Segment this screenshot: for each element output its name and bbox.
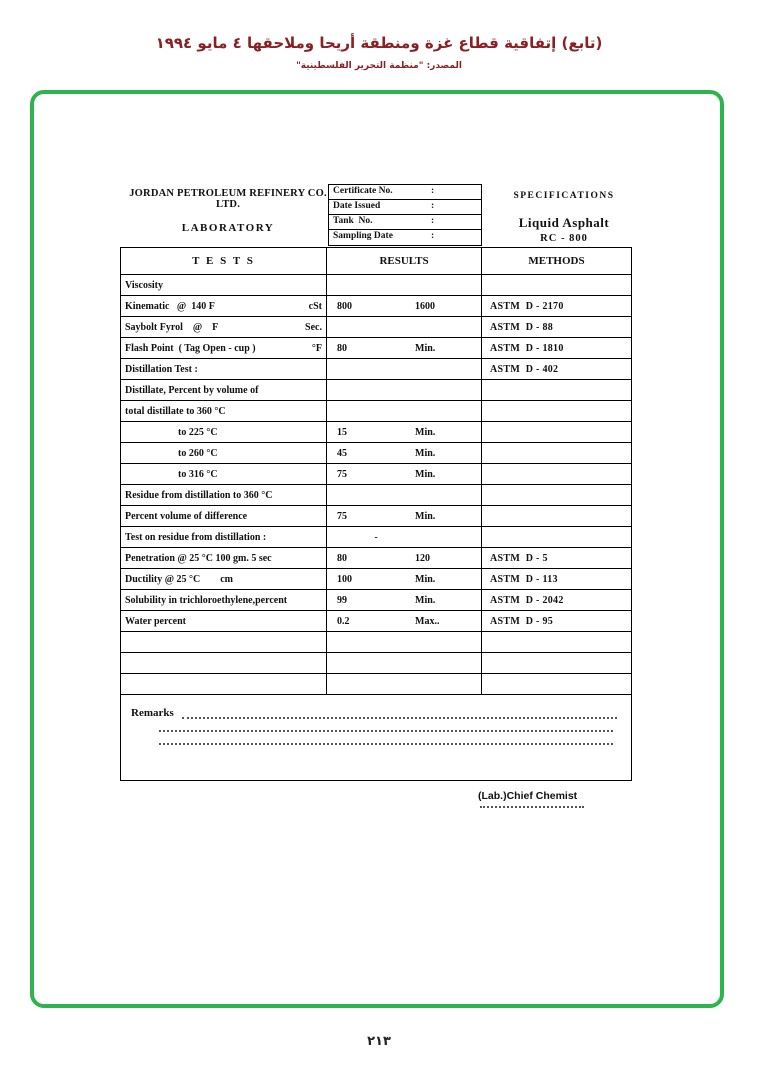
method-cell <box>481 652 631 673</box>
test-name-cell: Distillate, Percent by volume of <box>121 379 326 400</box>
method-cell <box>481 484 631 505</box>
test-name-cell <box>121 631 326 652</box>
method-cell: ASTM D - 2042 <box>481 589 631 610</box>
result-cell: 99 Min. <box>326 589 481 610</box>
table-row <box>121 295 631 316</box>
field-colon: : <box>431 216 435 226</box>
remarks-label: Remarks <box>131 707 174 719</box>
tank-no-field <box>329 215 481 230</box>
result-cell: 75 Min. <box>326 463 481 484</box>
table-row <box>121 631 631 652</box>
method-cell <box>481 400 631 421</box>
test-name-cell: Residue from distillation to 360 °C <box>121 484 326 505</box>
test-results-table <box>120 247 632 781</box>
certificate-no-field <box>329 185 481 200</box>
result-cell <box>326 358 481 379</box>
test-name-cell: total distillate to 360 °C <box>121 400 326 421</box>
method-cell <box>481 631 631 652</box>
test-name-cell: Water percent <box>121 610 326 631</box>
test-name-cell: to 316 °C <box>121 463 326 484</box>
method-cell <box>481 421 631 442</box>
method-cell <box>481 463 631 484</box>
test-name-cell: Solubility in trichloroethylene,percent <box>121 589 326 610</box>
method-cell: ASTM D - 2170 <box>481 295 631 316</box>
certificate-no-label: Certificate No. <box>333 186 393 196</box>
tank-no-label: Tank No. <box>333 216 373 226</box>
table-row <box>121 652 631 673</box>
test-name-cell <box>121 652 326 673</box>
table-row <box>121 337 631 358</box>
method-cell: ASTM D - 402 <box>481 358 631 379</box>
page-number: ٢١٣ <box>367 1034 391 1049</box>
result-cell <box>326 631 481 652</box>
remarks-section <box>121 694 631 780</box>
method-cell <box>481 379 631 400</box>
remarks-dotted-line <box>182 707 617 719</box>
document-source-arabic: المصدر: "منظمة التحرير الفلسطينية" <box>296 61 462 71</box>
method-cell <box>481 274 631 295</box>
result-cell <box>326 379 481 400</box>
table-row <box>121 505 631 526</box>
tests-column-header: T E S T S <box>192 255 255 267</box>
result-cell: 80 120 <box>326 547 481 568</box>
date-issued-field <box>329 200 481 215</box>
table-row <box>121 484 631 505</box>
result-cell <box>326 484 481 505</box>
result-cell: 800 1600 <box>326 295 481 316</box>
table-row <box>121 421 631 442</box>
test-name-cell: Viscosity <box>121 274 326 295</box>
method-cell <box>481 505 631 526</box>
table-row <box>121 379 631 400</box>
unit-label: Sec. <box>305 321 322 333</box>
result-cell: 45 Min. <box>326 442 481 463</box>
test-name-cell: to 225 °C <box>121 421 326 442</box>
laboratory-label: LABORATORY <box>181 222 275 234</box>
test-name-cell <box>121 673 326 694</box>
date-issued-label: Date Issued <box>333 201 381 211</box>
method-cell: ASTM D - 88 <box>481 316 631 337</box>
sampling-date-field <box>329 230 481 245</box>
table-row <box>121 610 631 631</box>
test-name-cell: Ductility @ 25 °C cm <box>121 568 326 589</box>
certificate-info-box <box>328 184 482 246</box>
signature-label: (Lab.)Chief Chemist <box>478 790 578 802</box>
result-cell: 100 Min. <box>326 568 481 589</box>
unit-label: cSt <box>308 300 322 312</box>
test-name-cell: Saybolt Fyrol @ F Sec. <box>121 316 326 337</box>
test-name-cell: to 260 °C <box>121 442 326 463</box>
result-cell <box>326 274 481 295</box>
test-name-cell: Penetration @ 25 °C 100 gm. 5 sec <box>121 547 326 568</box>
method-cell: ASTM D - 113 <box>481 568 631 589</box>
methods-column-header: METHODS <box>481 248 631 274</box>
method-cell <box>481 526 631 547</box>
field-colon: : <box>431 231 435 241</box>
result-cell: 15 Min. <box>326 421 481 442</box>
table-row <box>121 400 631 421</box>
result-cell: 0.2 Max.. <box>326 610 481 631</box>
result-cell <box>326 652 481 673</box>
result-cell: 80 Min. <box>326 337 481 358</box>
product-name: Liquid Asphalt <box>518 215 610 230</box>
table-row <box>121 568 631 589</box>
unit-label: °F <box>311 342 322 354</box>
result-cell <box>326 673 481 694</box>
remarks-dotted-line <box>159 743 613 745</box>
document-title-arabic: (تابع) إتفاقية قطاع غزة ومنطقة أريحا وملاحقها ٤ مايو ١٩٩٤ <box>155 34 603 52</box>
field-colon: : <box>431 201 435 211</box>
test-name-cell: Percent volume of difference <box>121 505 326 526</box>
signature-dotted-line <box>480 806 584 808</box>
table-row <box>121 316 631 337</box>
product-grade: RC - 800 <box>540 233 588 244</box>
sampling-date-label: Sampling Date <box>333 231 393 241</box>
table-header-row <box>121 248 631 274</box>
method-cell: ASTM D - 1810 <box>481 337 631 358</box>
test-name-cell: Test on residue from distillation : <box>121 526 326 547</box>
result-cell <box>326 316 481 337</box>
remarks-dotted-line <box>159 730 613 732</box>
result-cell: 75 Min. <box>326 505 481 526</box>
table-row <box>121 673 631 694</box>
signature-block <box>478 790 584 808</box>
result-cell <box>326 400 481 421</box>
table-row <box>121 442 631 463</box>
table-row <box>121 463 631 484</box>
field-colon: : <box>431 186 435 196</box>
table-row <box>121 526 631 547</box>
method-cell: ASTM D - 95 <box>481 610 631 631</box>
company-name: JORDAN PETROLEUM REFINERY CO. LTD. <box>129 188 327 210</box>
table-row <box>121 274 631 295</box>
method-cell <box>481 673 631 694</box>
test-name-cell: Distillation Test : <box>121 358 326 379</box>
method-cell <box>481 442 631 463</box>
table-row <box>121 589 631 610</box>
table-row <box>121 358 631 379</box>
test-name-cell: Kinematic @ 140 F cSt <box>121 295 326 316</box>
result-cell: - <box>326 526 481 547</box>
method-cell: ASTM D - 5 <box>481 547 631 568</box>
specifications-title: SPECIFICATIONS <box>513 191 615 201</box>
results-column-header: RESULTS <box>326 248 481 274</box>
test-name-cell: Flash Point ( Tag Open - cup ) °F <box>121 337 326 358</box>
table-row <box>121 547 631 568</box>
document-frame <box>30 90 724 1008</box>
tests-table-body <box>121 274 631 694</box>
